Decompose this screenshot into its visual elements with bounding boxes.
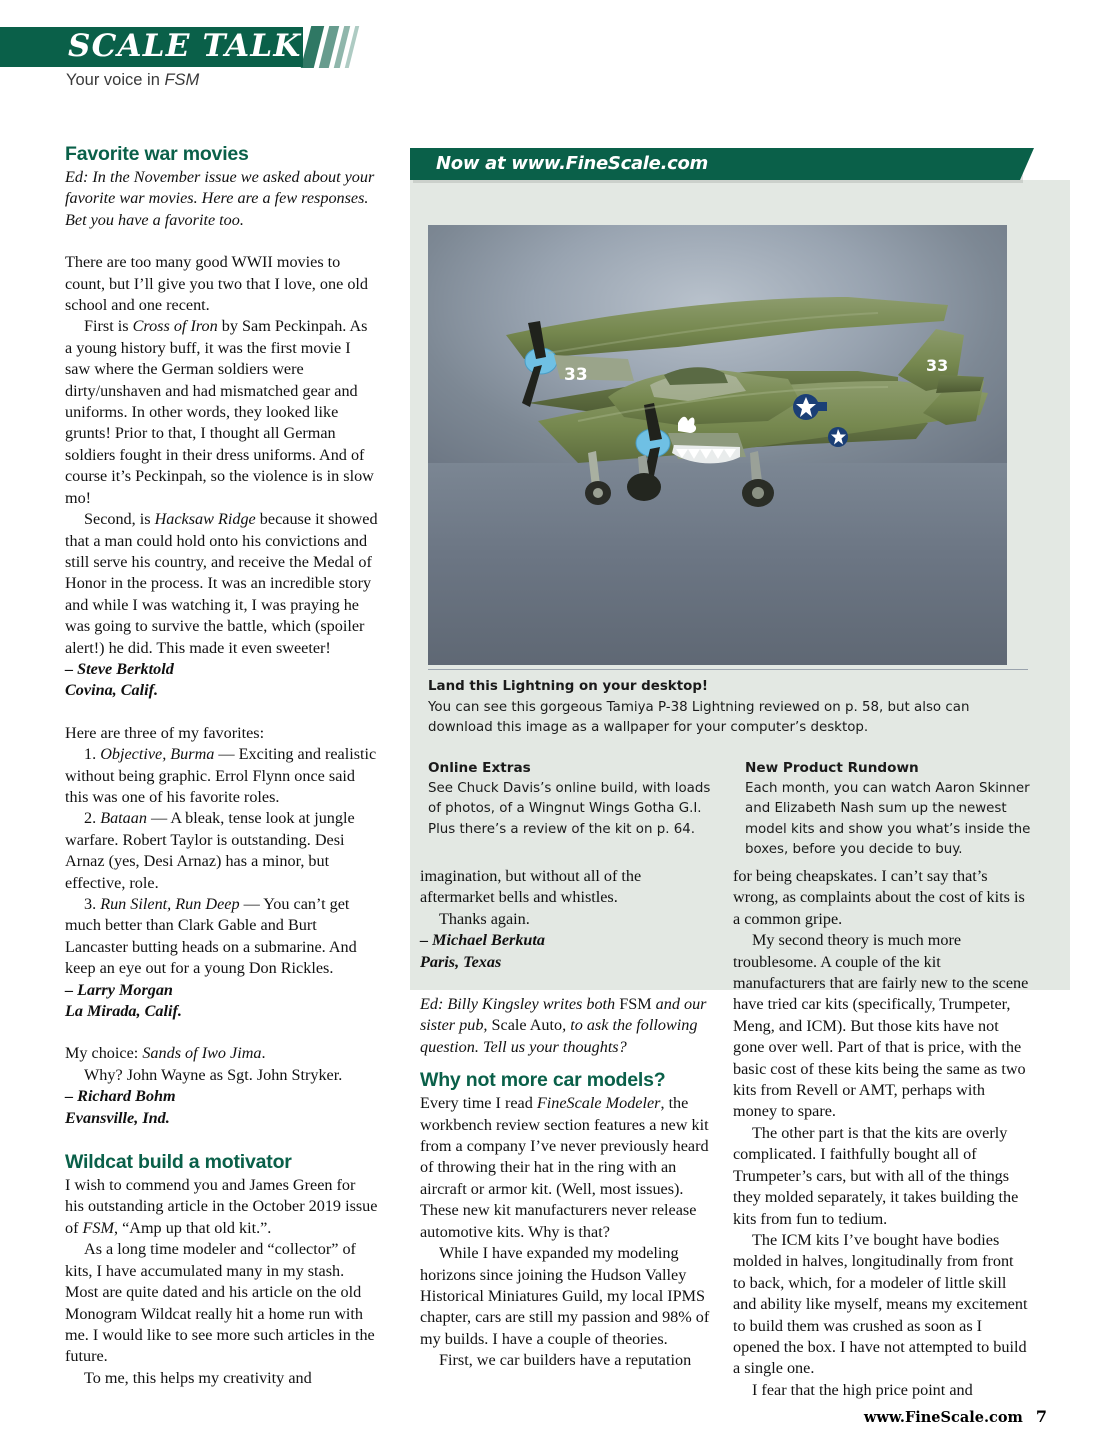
caption-body: You can see this gorgeous Tamiya P-38 Lightning reviewed on p. 58, but also can download this image as a wallpaper for your computer’s desktop.	[428, 699, 970, 736]
signature-name-berktold: – Steve Berktold	[65, 659, 174, 678]
paragraph-spacer	[65, 231, 378, 252]
signature-name-morgan: – Larry Morgan	[65, 980, 173, 999]
extra-title-online-extras: Online Extras	[428, 760, 531, 776]
p38-lightning-illustration	[428, 225, 1007, 665]
page-title: SCALE TALK	[68, 28, 302, 64]
paragraph-high-price-point: I fear that the high price point and	[752, 1380, 973, 1399]
masthead	[0, 27, 1114, 89]
paragraph-spacer	[420, 973, 712, 994]
paragraph-spacer	[65, 1129, 378, 1150]
text-run: Every time I read	[420, 1094, 537, 1113]
paragraph-bataan	[65, 808, 378, 894]
left-text-column	[65, 142, 378, 1389]
text-run: — Exciting and realistic without being graphic. Errol Flynn once said this was one of his favorite roles.	[65, 745, 377, 806]
text-run: , to ask the following question. Tell us your thoughts?	[420, 1016, 698, 1056]
paragraph-objective-burma	[65, 744, 378, 808]
paragraph-cheapskates: for being cheapskates. I can’t say that’s wrong, as complaints about the cost of kits is a common gripe.	[733, 867, 1025, 928]
right-text-column	[733, 866, 1029, 1401]
text-run: First is	[84, 317, 133, 336]
text-run: I wish to commend you and James Green for his outstanding article in the October 2019 issue of	[65, 1176, 378, 1237]
signature-place-evansville: Evansville, Ind.	[65, 1108, 170, 1127]
extra-new-product-rundown	[745, 758, 1040, 861]
movie-title-hacksaw-ridge: Hacksaw Ridge	[154, 510, 256, 529]
movie-title-sands-of-iwo-jima: Sands of Iwo Jima	[142, 1044, 262, 1063]
section-heading-favorite-war-movies: Favorite war movies	[65, 143, 249, 165]
movie-title-objective-burma: Objective, Burma	[100, 745, 215, 764]
paragraph-run-silent-run-deep	[65, 894, 378, 980]
paragraph-modeling-horizons: While I have expanded my modeling horizons since joining the Hudson Valley Historical Miniatures Guild, my local IPMS chapter, cars are still my passion and 98% of my builds. I have a couple of theories.	[420, 1244, 710, 1348]
paragraph-john-wayne: Why? John Wayne as Sgt. John Stryker.	[84, 1065, 343, 1084]
paragraph-icm-kits: The ICM kits I’ve bought have bodies molded in halves, longitudinally from front to back, which, for a modeler of little skill and ability like myself, means my excitement to build them was crushed as soon as I opened the box. I have not attempted to build a single one.	[733, 1230, 1028, 1378]
paragraph-thanks-again: Thanks again.	[439, 909, 530, 928]
list-number: 3.	[84, 895, 101, 913]
text-run: because it showed that a man could hold onto his convictions and still serve his country, and receive the Medal of Honor in the process. It was an incredible story and while I was watching it, I was praying he was going to survive the battle, which (spoiler alert!) he did. This made it even sweeter!	[65, 510, 378, 657]
middle-text-column	[420, 866, 712, 1372]
paragraph-wwii-movies: There are too many good WWII movies to count, but I’ll give you two that I love, one old school and one recent.	[65, 253, 369, 315]
paragraph-my-choice	[65, 1043, 378, 1064]
editor-note-intro: Ed: In the November issue we asked about your favorite war movies. Here are a few responses. Bet you have a favorite too.	[65, 168, 375, 229]
text-run: , “Amp up that old kit.”.	[114, 1218, 272, 1237]
signature-place-covina: Covina, Calif.	[65, 681, 159, 700]
section-heading-why-not-more-car-models: Why not more car models?	[420, 1069, 666, 1092]
paragraph-spacer	[65, 1022, 378, 1043]
masthead-stripes-decoration	[303, 27, 365, 67]
paragraph-imagination: imagination, but without all of the aftermarket bells and whistles.	[420, 867, 642, 907]
magazine-title-fsm: FSM	[619, 995, 652, 1014]
text-run: — A bleak, tense look at jungle warfare. Robert Taylor is outstanding. Desi Arnaz (yes, Desi Arnaz) has a minor, but effective, role.	[65, 809, 355, 892]
svg-text:33: 33	[564, 365, 588, 385]
paragraph-overly-complicated: The other part is that the kits are overly complicated. I faithfully bought all of Trumpeter’s cars, but with all of the things they molded separately, it takes building the kits from fun to tedium.	[733, 1123, 1019, 1228]
extra-title-new-product-rundown: New Product Rundown	[745, 760, 919, 776]
list-number: 1.	[84, 745, 101, 764]
text-run: by Sam Peckinpah. As a young history buff, it was the first movie I saw where the German soldiers were dirty/unshaven and had mismatched gear and uniforms. In other words, they looked like grunts! Prior to that, I thought all German soldiers fought in their dress uniforms. And of course it’s Peckinpah, so the violence is in slow mo!	[65, 317, 374, 507]
text-run: .	[261, 1044, 266, 1063]
masthead-subtitle	[66, 71, 199, 90]
editor-note-billy-kingsley	[420, 994, 712, 1058]
footer-page-number: 7	[1035, 1407, 1047, 1426]
paragraph-hacksaw-ridge	[65, 509, 378, 659]
movie-title-cross-of-iron: Cross of Iron	[132, 317, 218, 336]
text-run: Ed: Billy Kingsley writes both	[420, 995, 620, 1014]
text-run: , the workbench review section features a new kit from a company I’ve never previously heard of throwing their hat in the ring with an aircraft or armor kit. (Well, most issues). These new kit manufacturers never release automotive kits. Why is that?	[420, 1094, 709, 1241]
page-footer	[0, 1407, 1047, 1426]
list-number: 2.	[84, 809, 101, 828]
signature-place-la-mirada: La Mirada, Calif.	[65, 1002, 182, 1021]
feature-extras-row	[428, 758, 1052, 861]
paragraph-every-time-i-read	[420, 1093, 712, 1243]
movie-title-bataan: Bataan	[100, 809, 147, 828]
text-run: Second, is	[84, 510, 155, 529]
paragraph-spacer	[65, 702, 378, 723]
text-run: — You can’t get much better than Clark Gable and Burt Lancaster butting heads on a submarine. And keep an eye out for a young Don Rickles.	[65, 895, 357, 978]
extra-body-new-product-rundown: Each month, you can watch Aaron Skinner and Elizabeth Nash sum up the newest model kits and show you what’s inside the boxes, before you decide to buy.	[745, 780, 1031, 858]
feature-sidebar	[410, 148, 1070, 858]
signature-name-berkuta: – Michael Berkuta	[420, 931, 546, 950]
paragraph-spacer	[420, 1058, 712, 1068]
text-run: My choice:	[65, 1044, 143, 1063]
svg-text:33: 33	[926, 356, 949, 375]
paragraph-second-theory: My second theory is much more troublesome. A couple of the kit manufacturers that are fairly new to the scene have tried car kits (specifically, Trumpeter, Meng, and ICM). But those kits have not gone over well. Part of that is price, with the basic cost of these kits being the same as two kits from Revell or AMT, perhaps with money to spare.	[733, 931, 1029, 1121]
footer-url: www.FineScale.com	[863, 1409, 1023, 1426]
section-heading-wildcat-build: Wildcat build a motivator	[65, 1151, 292, 1174]
paragraph-car-builders-reputation: First, we car builders have a reputation	[439, 1351, 692, 1370]
photo-caption	[428, 677, 1028, 739]
text-run: and our sister pub,	[420, 995, 707, 1035]
paragraph-stash-of-kits: As a long time modeler and “collector” of kits, I have accumulated many in my stash. Most are quite dated and his article on the old Monogram Wildcat really hit a home run with me. I would like to see more such articles in the future.	[65, 1240, 375, 1366]
masthead-subtitle-prefix: Your voice in	[66, 71, 165, 89]
feature-banner	[410, 148, 1020, 180]
magazine-title-scale-auto: Scale Auto	[491, 1016, 563, 1035]
caption-title: Land this Lightning on your desktop!	[428, 679, 709, 694]
paragraph-creativity: To me, this helps my creativity and	[84, 1368, 312, 1387]
signature-name-bohm: – Richard Bohm	[65, 1087, 176, 1106]
paragraph-cross-of-iron	[65, 316, 378, 509]
movie-title-run-silent-run-deep: Run Silent, Run Deep	[100, 895, 240, 913]
feature-banner-label: Now at www.FineScale.com	[436, 153, 708, 174]
feature-photo-p38-lightning	[428, 225, 1007, 665]
magazine-title-finescale-modeler: FineScale Modeler	[536, 1094, 661, 1113]
extra-body-online-extras: See Chuck Davis’s online build, with loads of photos, of a Wingnut Wings Gotha G.I. Plus there’s a review of the kit on p. 64.	[428, 780, 711, 837]
caption-divider	[428, 669, 1028, 670]
signature-place-paris-texas: Paris, Texas	[420, 952, 502, 971]
paragraph-commend-james-green	[65, 1175, 378, 1239]
extra-online-extras	[428, 758, 723, 861]
paragraph-three-favorites: Here are three of my favorites:	[65, 723, 265, 742]
magazine-title-fsm: FSM	[82, 1218, 114, 1237]
masthead-subtitle-magazine: FSM	[164, 71, 200, 89]
